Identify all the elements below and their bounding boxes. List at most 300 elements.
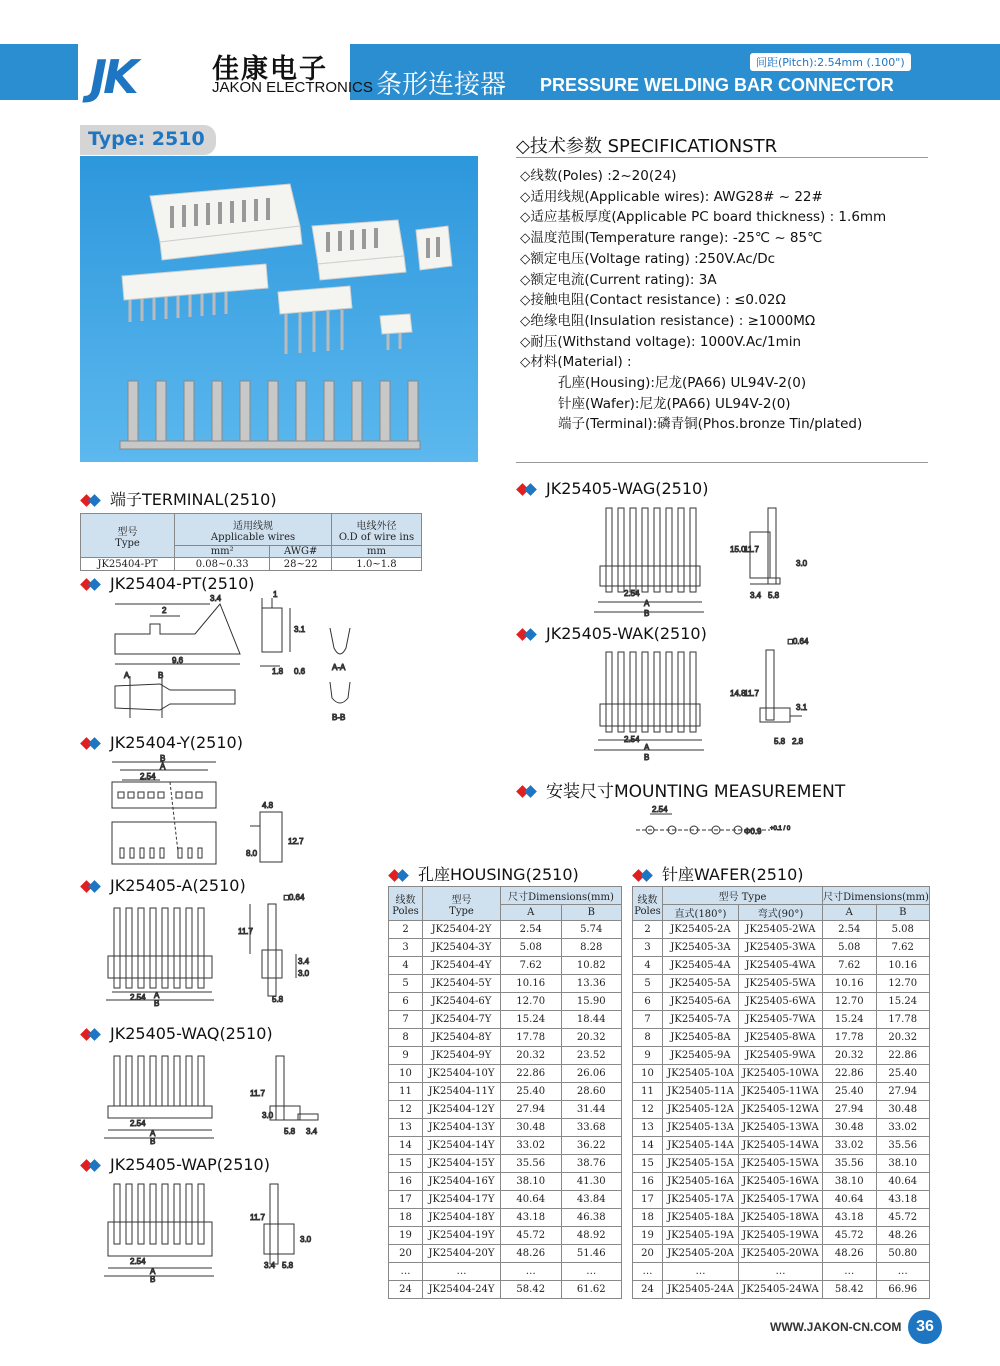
specs-title: ◇技术参数 SPECIFICATIONSTR xyxy=(516,136,778,157)
table-cell: JK25405-7A xyxy=(663,1011,739,1029)
type-label: Type: 2510 xyxy=(80,125,216,155)
table-cell: 6 xyxy=(389,993,423,1011)
specs-divider-top xyxy=(516,157,928,158)
diamond-icon xyxy=(634,870,656,882)
wag-wafer-drawing xyxy=(590,502,830,620)
table-cell: 7.62 xyxy=(501,957,562,975)
table-cell: 3 xyxy=(633,939,663,957)
dim-label: 3.0 xyxy=(298,969,310,978)
diamond-icon xyxy=(518,629,540,641)
table-cell: JK25404-5Y xyxy=(423,975,501,993)
section-a: JK25405-A(2510) xyxy=(82,876,246,895)
page-number: 36 xyxy=(908,1310,942,1344)
section-housing: 孔座HOUSING(2510) xyxy=(390,862,579,885)
table-cell: 8 xyxy=(633,1029,663,1047)
table-cell: 17.78 xyxy=(501,1029,562,1047)
company-logo: JK xyxy=(90,50,135,104)
table-cell: 5.08 xyxy=(501,939,562,957)
table-cell: 35.56 xyxy=(501,1155,562,1173)
table-row xyxy=(633,1101,930,1119)
section-wak: JK25405-WAK(2510) xyxy=(518,624,707,643)
dim-label: 2.8 xyxy=(792,737,804,746)
dim-label: A xyxy=(150,1129,156,1138)
table-row xyxy=(389,1227,622,1245)
table-cell: 20 xyxy=(389,1245,423,1263)
table-cell: JK25405-12WA xyxy=(739,1101,823,1119)
table-row xyxy=(633,1011,930,1029)
table-cell: JK25404-9Y xyxy=(423,1047,501,1065)
table-cell: JK25404-12Y xyxy=(423,1101,501,1119)
table-row xyxy=(389,1065,622,1083)
table-cell: 45.72 xyxy=(876,1209,930,1227)
table-row xyxy=(389,1137,622,1155)
table-row xyxy=(389,1173,622,1191)
th-dimensions: 尺寸Dimensions(mm) xyxy=(823,887,930,905)
table-cell: JK25405-20WA xyxy=(739,1245,823,1263)
table-cell: JK25405-14WA xyxy=(739,1137,823,1155)
table-cell: 30.48 xyxy=(501,1119,562,1137)
dim-label: 3.4 xyxy=(750,591,762,600)
table-row xyxy=(633,1137,930,1155)
table-row xyxy=(633,1191,930,1209)
brand-name-cn: 佳康电子 xyxy=(212,54,328,85)
table-cell: 15.90 xyxy=(561,993,622,1011)
table-row xyxy=(633,1263,930,1281)
spec-wires: ◇适用线规(Applicable wires): AWG28# ~ 22# xyxy=(520,188,823,205)
table-row xyxy=(633,1155,930,1173)
product-photo-drawing xyxy=(80,156,478,462)
table-row xyxy=(633,1281,930,1299)
a-wafer-drawing xyxy=(100,894,320,1006)
dim-label: A xyxy=(644,743,650,752)
diamond-icon xyxy=(518,484,540,496)
table-cell: 5 xyxy=(633,975,663,993)
specs-list xyxy=(520,166,886,435)
diamond-icon xyxy=(518,786,540,798)
dim-label: 3.4 xyxy=(264,1261,276,1270)
pitch-badge: 间距(Pitch):2.54mm (.100") xyxy=(750,53,911,71)
table-cell: 31.44 xyxy=(561,1101,622,1119)
th-straight: 直式(180°) xyxy=(663,905,739,921)
table-cell: JK25405-5WA xyxy=(739,975,823,993)
diamond-icon xyxy=(82,881,104,893)
spec-contact-resistance: ◇接触电阻(Contact resistance) : ≤0.02Ω xyxy=(520,292,786,309)
table-cell: 13 xyxy=(389,1119,423,1137)
table-cell: JK25405-9A xyxy=(663,1047,739,1065)
table-row xyxy=(633,1065,930,1083)
spec-pcb: ◇适应基板厚度(Applicable PC board thickness) : 1.6mm xyxy=(520,209,887,226)
dim-label: A xyxy=(644,599,650,608)
table-cell: 13 xyxy=(633,1119,663,1137)
table-cell: 40.64 xyxy=(501,1191,562,1209)
table-cell: 28.60 xyxy=(561,1083,622,1101)
table-row xyxy=(633,1227,930,1245)
table-cell: 17.78 xyxy=(823,1029,877,1047)
table-cell: 61.62 xyxy=(561,1281,622,1299)
table-cell: JK25405-13A xyxy=(663,1119,739,1137)
page-title-cn: 条形连接器 xyxy=(376,70,507,100)
section-label: B-B xyxy=(332,713,346,722)
section-mounting: 安装尺寸MOUNTING MEASUREMENT xyxy=(518,777,845,802)
table-cell: 43.18 xyxy=(501,1209,562,1227)
specs-divider-bottom xyxy=(516,462,928,463)
th-right-angle: 弯式(90°) xyxy=(739,905,823,921)
table-cell: JK25405-2A xyxy=(663,921,739,939)
dim-label: 5.8 xyxy=(768,591,780,600)
th-od: 电线外径 O.D of wire ins xyxy=(332,514,422,546)
table-cell: 38.10 xyxy=(501,1173,562,1191)
table-cell: 7 xyxy=(389,1011,423,1029)
table-cell: JK25405-16A xyxy=(663,1173,739,1191)
dim-label: 11.7 xyxy=(250,1089,265,1098)
table-cell: 48.26 xyxy=(823,1245,877,1263)
table-row xyxy=(633,921,930,939)
wap-wafer-drawing xyxy=(100,1176,320,1284)
table-cell: JK25405-2WA xyxy=(739,921,823,939)
table-row xyxy=(389,1245,622,1263)
product-photo xyxy=(80,156,478,462)
table-cell: 51.46 xyxy=(561,1245,622,1263)
dim-label: 3.1 xyxy=(796,703,808,712)
dim-label: B xyxy=(154,999,160,1008)
table-cell: JK25404-2Y xyxy=(423,921,501,939)
table-cell: JK25405-14A xyxy=(663,1137,739,1155)
table-cell: JK25405-16WA xyxy=(739,1173,823,1191)
table-cell: JK25405-3A xyxy=(663,939,739,957)
dim-label: 14.8 xyxy=(730,689,746,698)
table-cell: 19 xyxy=(389,1227,423,1245)
table-cell: … xyxy=(389,1263,423,1281)
table-cell: 19 xyxy=(633,1227,663,1245)
dim-label: B xyxy=(150,1137,156,1146)
y-housing-drawing xyxy=(100,752,320,868)
spec-temp: ◇温度范围(Temperature range): -25℃ ~ 85℃ xyxy=(520,230,823,247)
table-row xyxy=(389,1209,622,1227)
dim-label: 1.8 xyxy=(272,667,284,676)
table-cell: 10.16 xyxy=(823,975,877,993)
table-cell: JK25405-7WA xyxy=(739,1011,823,1029)
table-cell: 43.18 xyxy=(876,1191,930,1209)
dim-label: 5.8 xyxy=(282,1261,294,1270)
table-cell: JK25405-17WA xyxy=(739,1191,823,1209)
dim-label: 8.0 xyxy=(246,849,258,858)
table-cell: 2.54 xyxy=(823,921,877,939)
table-cell: JK25404-10Y xyxy=(423,1065,501,1083)
spec-poles: ◇线数(Poles) :2~20(24) xyxy=(520,168,677,184)
dim-label: 15.0 xyxy=(730,545,746,554)
dim-label: 2.54 xyxy=(130,993,146,1002)
table-cell: 16 xyxy=(389,1173,423,1191)
table-cell: JK25404-20Y xyxy=(423,1245,501,1263)
dim-label: 3.4 xyxy=(306,1127,318,1136)
diamond-icon xyxy=(390,870,412,882)
table-cell: 26.06 xyxy=(561,1065,622,1083)
table-cell: … xyxy=(823,1263,877,1281)
th-a: A xyxy=(823,905,877,921)
table-cell: 24 xyxy=(633,1281,663,1299)
table-cell: 11 xyxy=(389,1083,423,1101)
dim-label: 2 xyxy=(162,606,167,615)
mounting-drawing xyxy=(630,800,800,850)
dim-label: □0.64 xyxy=(284,893,305,902)
table-cell: 17 xyxy=(389,1191,423,1209)
dim-label: A xyxy=(160,762,166,771)
table-row xyxy=(389,1191,622,1209)
table-row xyxy=(633,1029,930,1047)
table-cell: JK25405-4WA xyxy=(739,957,823,975)
table-cell: 48.26 xyxy=(501,1245,562,1263)
table-cell: 18 xyxy=(633,1209,663,1227)
table-row xyxy=(389,993,622,1011)
section-terminal: 端子TERMINAL(2510) xyxy=(82,487,277,510)
table-row xyxy=(389,1047,622,1065)
table-cell: 38.76 xyxy=(561,1155,622,1173)
table-cell: 27.94 xyxy=(501,1101,562,1119)
table-cell: JK25405-20A xyxy=(663,1245,739,1263)
table-row xyxy=(633,993,930,1011)
table-row xyxy=(389,939,622,957)
dim-label: 11.7 xyxy=(744,689,759,698)
table-cell: 58.42 xyxy=(501,1281,562,1299)
table-cell: 45.72 xyxy=(823,1227,877,1245)
table-cell: 12 xyxy=(389,1101,423,1119)
table-cell: 25.40 xyxy=(876,1065,930,1083)
table-row xyxy=(389,975,622,993)
table-cell: 10.82 xyxy=(561,957,622,975)
table-row xyxy=(633,975,930,993)
table-cell: JK25405-10A xyxy=(663,1065,739,1083)
table-cell: 5 xyxy=(389,975,423,993)
table-cell: JK25405-10WA xyxy=(739,1065,823,1083)
th-b: B xyxy=(876,905,930,921)
table-cell: JK25404-17Y xyxy=(423,1191,501,1209)
table-cell: JK25404-16Y xyxy=(423,1173,501,1191)
table-cell: JK25405-15WA xyxy=(739,1155,823,1173)
table-cell: JK25404-14Y xyxy=(423,1137,501,1155)
table-cell: JK25405-9WA xyxy=(739,1047,823,1065)
table-cell: 12.70 xyxy=(501,993,562,1011)
dim-label: 3.4 xyxy=(298,957,310,966)
table-cell: 9 xyxy=(633,1047,663,1065)
th-poles: 线数 Poles xyxy=(633,887,663,921)
table-row: JK25404-PT 0.08~0.33 28~22 1.0~1.8 xyxy=(81,558,422,571)
table-cell: 2 xyxy=(633,921,663,939)
dim-label: 3.0 xyxy=(262,1111,274,1120)
dim-label: 2.54 xyxy=(652,805,668,814)
table-cell: 33.68 xyxy=(561,1119,622,1137)
table-row xyxy=(389,1155,622,1173)
th-dimensions: 尺寸Dimensions(mm) xyxy=(501,887,622,905)
table-row xyxy=(389,1083,622,1101)
table-cell: 12.70 xyxy=(823,993,877,1011)
table-cell: 17 xyxy=(633,1191,663,1209)
dim-label: 9.6 xyxy=(172,656,184,665)
table-cell: JK25404-15Y xyxy=(423,1155,501,1173)
dim-label: 5.8 xyxy=(272,995,284,1004)
th-type: 型号 Type xyxy=(423,887,501,921)
section-mark: A xyxy=(124,671,130,680)
table-cell: … xyxy=(501,1263,562,1281)
table-cell: 38.10 xyxy=(823,1173,877,1191)
dim-label: 11.7 xyxy=(238,927,253,936)
dim-label: 2.54 xyxy=(624,589,640,598)
table-row xyxy=(633,1173,930,1191)
dim-label: 12.7 xyxy=(288,837,304,846)
table-cell: JK25404-4Y xyxy=(423,957,501,975)
footer-url: WWW.JAKON-CN.COM xyxy=(770,1320,902,1334)
table-cell: JK25405-4A xyxy=(663,957,739,975)
table-cell: 22.86 xyxy=(501,1065,562,1083)
housing-table xyxy=(388,886,622,1299)
table-cell: 14 xyxy=(633,1137,663,1155)
diamond-icon xyxy=(82,495,104,507)
table-cell: 27.94 xyxy=(876,1083,930,1101)
dim-label: 3.4 xyxy=(210,594,222,603)
table-cell: 22.86 xyxy=(823,1065,877,1083)
section-y: JK25404-Y(2510) xyxy=(82,733,243,752)
dim-label: 5.8 xyxy=(774,737,786,746)
table-row xyxy=(633,1119,930,1137)
dim-label: Φ0.9 xyxy=(744,827,762,836)
table-cell: 12.70 xyxy=(876,975,930,993)
table-cell: JK25405-19WA xyxy=(739,1227,823,1245)
dim-label: 11.7 xyxy=(744,545,759,554)
table-cell: 9 xyxy=(389,1047,423,1065)
dim-label: A xyxy=(150,1267,156,1276)
th-wires: 适用线规 Applicable wires xyxy=(175,514,332,546)
dim-label: 3.0 xyxy=(796,559,808,568)
th-mm2: mm² xyxy=(175,546,270,558)
table-cell: JK25404-18Y xyxy=(423,1209,501,1227)
table-cell: 4 xyxy=(389,957,423,975)
table-cell: 2 xyxy=(389,921,423,939)
table-cell: 27.94 xyxy=(823,1101,877,1119)
dim-label: 2.54 xyxy=(140,772,156,781)
table-cell: … xyxy=(876,1263,930,1281)
table-cell: 12 xyxy=(633,1101,663,1119)
section-wag: JK25405-WAG(2510) xyxy=(518,479,708,498)
table-cell: 20.32 xyxy=(561,1029,622,1047)
spec-withstand: ◇耐压(Withstand voltage): 1000V.Ac/1min xyxy=(520,333,802,350)
table-cell: 66.96 xyxy=(876,1281,930,1299)
table-row xyxy=(389,1101,622,1119)
table-cell: … xyxy=(739,1263,823,1281)
table-cell: JK25405-8A xyxy=(663,1029,739,1047)
table-row xyxy=(633,1209,930,1227)
table-cell: 35.56 xyxy=(823,1155,877,1173)
table-cell: 15.24 xyxy=(501,1011,562,1029)
table-cell: 48.26 xyxy=(876,1227,930,1245)
table-row xyxy=(389,957,622,975)
table-cell: 10 xyxy=(633,1065,663,1083)
dim-label: 2.54 xyxy=(130,1257,146,1266)
table-cell: JK25405-17A xyxy=(663,1191,739,1209)
table-cell: 40.64 xyxy=(823,1191,877,1209)
table-cell: JK25404-13Y xyxy=(423,1119,501,1137)
table-row xyxy=(633,1047,930,1065)
dim-label: 2.54 xyxy=(130,1119,146,1128)
table-cell: 50.80 xyxy=(876,1245,930,1263)
table-cell: JK25405-11WA xyxy=(739,1083,823,1101)
table-cell: JK25405-24WA xyxy=(739,1281,823,1299)
table-cell: 20.32 xyxy=(823,1047,877,1065)
diamond-icon xyxy=(82,1160,104,1172)
table-cell: … xyxy=(633,1263,663,1281)
table-cell: JK25405-8WA xyxy=(739,1029,823,1047)
spec-voltage: ◇额定电压(Voltage rating) :250V.Ac/Dc xyxy=(520,250,776,267)
table-cell: 15.24 xyxy=(823,1011,877,1029)
section-mark: B xyxy=(158,671,164,680)
table-cell: JK25405-12A xyxy=(663,1101,739,1119)
dim-label: 1 xyxy=(273,590,278,599)
table-cell: 41.30 xyxy=(561,1173,622,1191)
pt-terminal-drawing xyxy=(100,590,370,728)
dim-label: B xyxy=(150,1275,156,1284)
th-awg: AWG# xyxy=(270,546,332,558)
th-a: A xyxy=(501,905,562,921)
dim-label: 4.8 xyxy=(262,801,274,810)
table-row xyxy=(633,1245,930,1263)
table-cell: 25.40 xyxy=(501,1083,562,1101)
section-label: A-A xyxy=(332,663,346,672)
table-cell: JK25405-18WA xyxy=(739,1209,823,1227)
table-cell: 16 xyxy=(633,1173,663,1191)
section-wafer: 针座WAFER(2510) xyxy=(634,862,804,885)
table-cell: 13.36 xyxy=(561,975,622,993)
table-cell: 3 xyxy=(389,939,423,957)
table-cell: 33.02 xyxy=(876,1119,930,1137)
dim-label: B xyxy=(644,609,650,618)
th-type: 型号 Type xyxy=(663,887,823,905)
spec-material-wafer: 针座(Wafer):尼龙(PA66) UL94V-2(0) xyxy=(558,395,791,412)
table-row xyxy=(633,1083,930,1101)
spec-material-terminal: 端子(Terminal):磷青铜(Phos.bronze Tin/plated) xyxy=(558,416,863,433)
table-cell: 17.78 xyxy=(876,1011,930,1029)
table-cell: 48.92 xyxy=(561,1227,622,1245)
table-cell: 30.48 xyxy=(876,1101,930,1119)
section-waq: JK25405-WAQ(2510) xyxy=(82,1024,273,1043)
table-cell: 5.74 xyxy=(561,921,622,939)
table-cell: 43.84 xyxy=(561,1191,622,1209)
table-cell: 43.18 xyxy=(823,1209,877,1227)
table-cell: 22.86 xyxy=(876,1047,930,1065)
table-cell: JK25405-18A xyxy=(663,1209,739,1227)
table-cell: 35.56 xyxy=(876,1137,930,1155)
table-cell: JK25404-19Y xyxy=(423,1227,501,1245)
terminal-table xyxy=(80,513,422,571)
wafer-table xyxy=(632,886,930,1299)
table-cell: 46.38 xyxy=(561,1209,622,1227)
table-cell: JK25405-3WA xyxy=(739,939,823,957)
table-cell: 8 xyxy=(389,1029,423,1047)
table-cell: JK25404-8Y xyxy=(423,1029,501,1047)
page-title-en: PRESSURE WELDING BAR CONNECTOR xyxy=(540,75,894,95)
table-cell: 18.44 xyxy=(561,1011,622,1029)
table-cell: 8.28 xyxy=(561,939,622,957)
table-cell: JK25404-24Y xyxy=(423,1281,501,1299)
spec-material: ◇材料(Material) : xyxy=(520,354,632,371)
table-cell: JK25404-3Y xyxy=(423,939,501,957)
table-row xyxy=(633,957,930,975)
table-cell: 45.72 xyxy=(501,1227,562,1245)
dim-label: B xyxy=(644,753,650,762)
dim-label: +0.1 / 0 xyxy=(770,826,791,832)
table-cell: JK25404-6Y xyxy=(423,993,501,1011)
table-cell: 38.10 xyxy=(876,1155,930,1173)
table-cell: 20.32 xyxy=(501,1047,562,1065)
table-cell: 24 xyxy=(389,1281,423,1299)
table-cell: 10 xyxy=(389,1065,423,1083)
